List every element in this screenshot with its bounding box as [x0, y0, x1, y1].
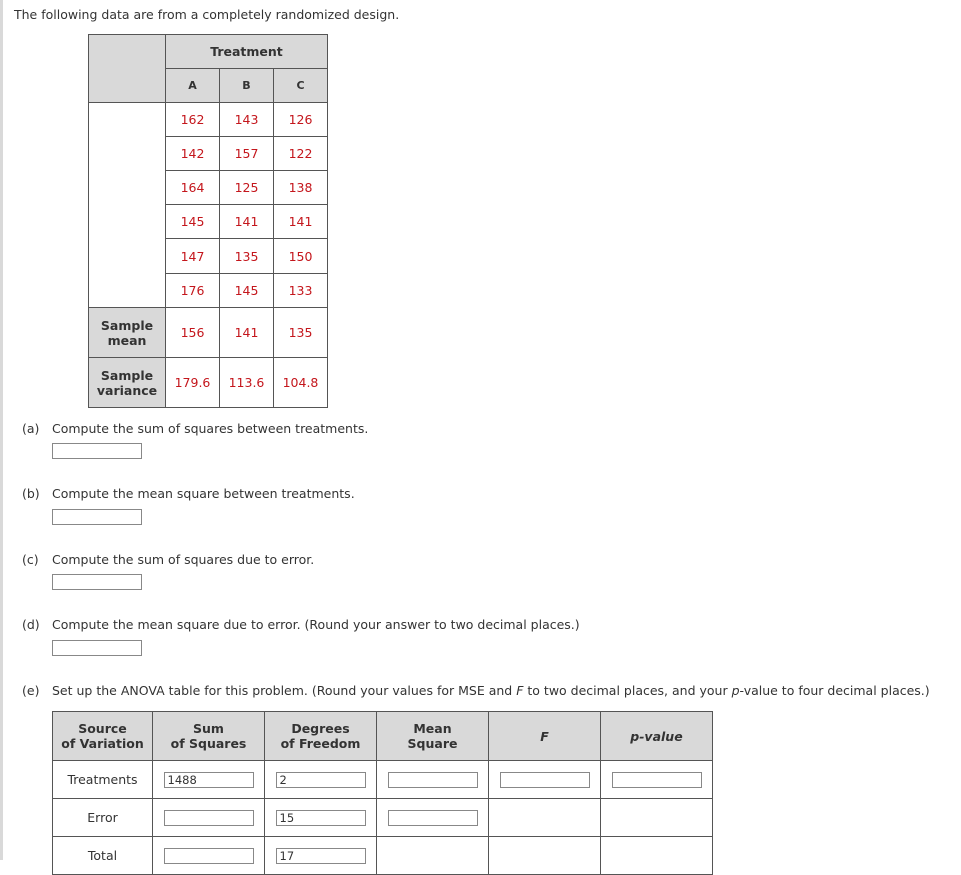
sample-variance-row: [89, 358, 328, 408]
question-a: (a) Compute the sum of squares between treatments.: [22, 421, 369, 436]
row-label-total: Total: [53, 837, 153, 875]
treatments-df-input[interactable]: [276, 772, 366, 788]
data-cell: 143: [220, 103, 274, 137]
anova-header-row: [53, 712, 713, 761]
sample-mean-row: [89, 308, 328, 358]
sample-variance-a: 179.6: [166, 358, 220, 408]
header-sum-of-squares: Sum of Squares: [153, 712, 265, 761]
sample-mean-c: 135: [274, 308, 328, 358]
error-df-input[interactable]: [276, 810, 366, 826]
sample-variance-label: Sample variance: [89, 358, 166, 408]
question-d: (d) Compute the mean square due to error. (Round your answer to two decimal places.): [22, 617, 580, 632]
data-cell: 141: [220, 205, 274, 239]
anova-row-total: [53, 837, 713, 875]
blank-label-cell: [89, 103, 166, 308]
data-cell: 157: [220, 137, 274, 171]
data-cell: 164: [166, 171, 220, 205]
data-cell: 126: [274, 103, 328, 137]
column-header-a: A: [166, 69, 220, 103]
question-b: (b) Compute the mean square between treatments.: [22, 486, 355, 501]
data-cell: 150: [274, 239, 328, 274]
anova-row-treatments: [53, 761, 713, 799]
data-cell: 147: [166, 239, 220, 274]
corner-cell: [89, 35, 166, 103]
header-mean-square: Mean Square: [377, 712, 489, 761]
data-cell: 145: [166, 205, 220, 239]
data-cell: 162: [166, 103, 220, 137]
data-cell: 142: [166, 137, 220, 171]
left-border: [0, 0, 3, 860]
treatments-ss-input[interactable]: [164, 772, 254, 788]
header-p-value: p-value: [601, 712, 713, 761]
data-table: [88, 34, 328, 408]
sample-variance-b: 113.6: [220, 358, 274, 408]
data-cell: 133: [274, 274, 328, 308]
answer-d-input[interactable]: [52, 640, 142, 656]
column-header-c: C: [274, 69, 328, 103]
answer-b-input[interactable]: [52, 509, 142, 525]
intro-text: The following data are from a completely randomized design.: [14, 7, 400, 22]
empty-cell: [489, 799, 601, 837]
data-row: [89, 103, 328, 137]
empty-cell: [377, 837, 489, 875]
empty-cell: [601, 799, 713, 837]
data-cell: 176: [166, 274, 220, 308]
empty-cell: [489, 837, 601, 875]
row-label-error: Error: [53, 799, 153, 837]
total-ss-input[interactable]: [164, 848, 254, 864]
question-e: (e) Set up the ANOVA table for this problem. (Round your values for MSE and F to two decimal places, and your p-value to four decimal places.): [22, 683, 930, 698]
header-degrees-of-freedom: Degrees of Freedom: [265, 712, 377, 761]
treatments-ms-input[interactable]: [388, 772, 478, 788]
total-df-input[interactable]: [276, 848, 366, 864]
data-cell: 138: [274, 171, 328, 205]
treatments-f-input[interactable]: [500, 772, 590, 788]
data-cell: 135: [220, 239, 274, 274]
answer-a-input[interactable]: [52, 443, 142, 459]
sample-mean-b: 141: [220, 308, 274, 358]
answer-c-input[interactable]: [52, 574, 142, 590]
treatment-header: Treatment: [166, 35, 328, 69]
sample-variance-c: 104.8: [274, 358, 328, 408]
empty-cell: [601, 837, 713, 875]
data-cell: 141: [274, 205, 328, 239]
sample-mean-label: Sample mean: [89, 308, 166, 358]
data-cell: 145: [220, 274, 274, 308]
anova-table: [52, 711, 713, 875]
error-ss-input[interactable]: [164, 810, 254, 826]
row-label-treatments: Treatments: [53, 761, 153, 799]
data-cell: 125: [220, 171, 274, 205]
column-header-b: B: [220, 69, 274, 103]
header-f: F: [489, 712, 601, 761]
anova-row-error: [53, 799, 713, 837]
question-c: (c) Compute the sum of squares due to error.: [22, 552, 315, 567]
error-ms-input[interactable]: [388, 810, 478, 826]
data-cell: 122: [274, 137, 328, 171]
treatments-p-input[interactable]: [612, 772, 702, 788]
sample-mean-a: 156: [166, 308, 220, 358]
header-source: Source of Variation: [53, 712, 153, 761]
